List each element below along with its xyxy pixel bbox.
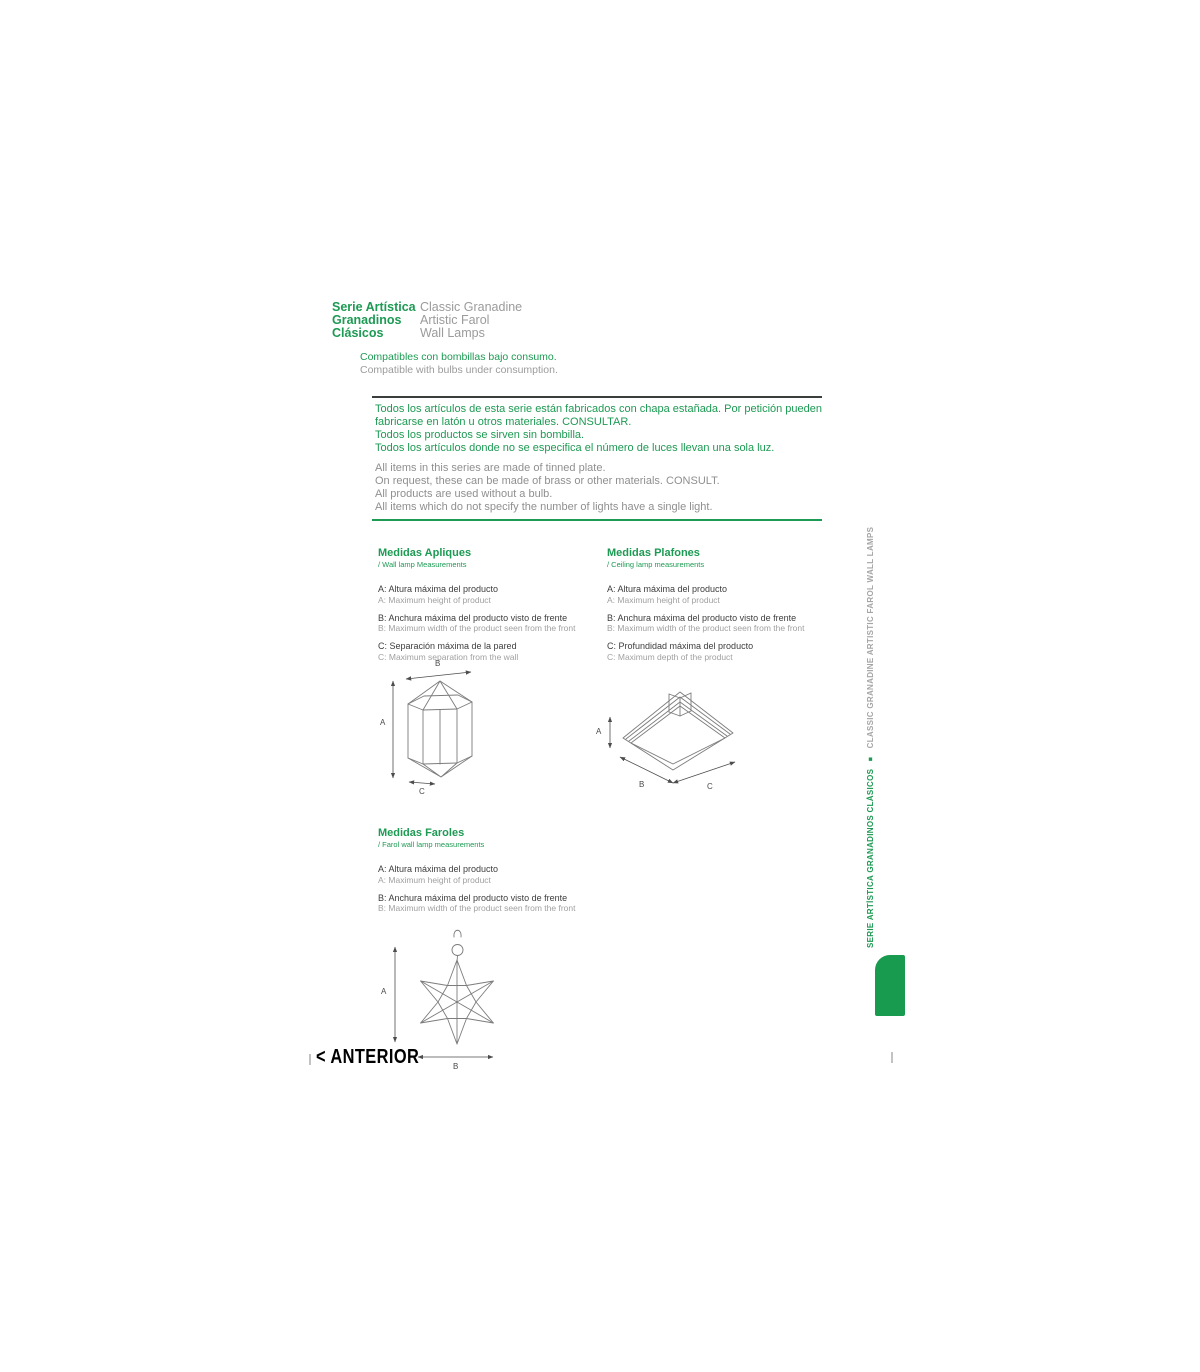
- measure-en: B: Maximum width of the product seen from the front: [378, 903, 576, 913]
- dim-label-c: C: [419, 787, 425, 796]
- dim-label-a: A: [596, 727, 602, 736]
- compatibility-note-english: Compatible with bulbs under consumption.: [360, 364, 558, 376]
- measure-item: [378, 864, 603, 885]
- measure-es: B: Anchura máxima del producto visto de frente: [607, 612, 797, 623]
- measure-en: B: Maximum width of the product seen from the front: [607, 623, 805, 633]
- section-title: Medidas Faroles: [378, 827, 465, 839]
- section-subtitle: / Farol wall lamp measurements: [378, 840, 485, 849]
- notice-line: Todos los artículos de esta serie están fabricados con chapa estañada. Por petición pueden fabricarse en latón u otros materiales. CONSULTAR.: [375, 403, 823, 428]
- measure-es: A: Altura máxima del producto: [378, 584, 499, 594]
- series-title-english: [420, 301, 522, 339]
- vertical-series-label-spanish: SERIE ARTÍSTICA GRANADINOS CLÁSICOS: [866, 768, 875, 948]
- measure-en: B: Maximum width of the product seen from the front: [378, 623, 576, 633]
- wall-lantern-drawing: [378, 658, 548, 806]
- measure-en: A: Maximum height of product: [378, 594, 491, 605]
- square-bullet-icon: ■: [867, 754, 874, 763]
- compatibility-note-spanish: Compatibles con bombillas bajo consumo.: [360, 351, 557, 363]
- top-divider: [372, 396, 822, 398]
- dim-label-c: C: [707, 782, 713, 791]
- section-wall-lamp-measurements: [378, 547, 603, 670]
- notice-english: [375, 462, 835, 514]
- bottom-divider: [372, 519, 822, 521]
- measure-es: C: Profundidad máxima del producto: [607, 641, 754, 651]
- series-title-line: Granadinos: [332, 312, 402, 327]
- measure-es: A: Altura máxima del producto: [378, 864, 499, 874]
- section-index-tab: [875, 955, 905, 1016]
- dim-label-b: B: [639, 780, 645, 789]
- dim-label-b: B: [453, 1062, 459, 1071]
- notice-spanish: [375, 403, 835, 455]
- series-title-line: Clásicos: [332, 325, 384, 340]
- measure-item: [378, 584, 603, 605]
- section-title: Medidas Plafones: [607, 547, 700, 559]
- series-title-line: Serie Artística: [332, 300, 416, 314]
- measure-item: [607, 641, 832, 662]
- measure-en: C: Maximum separation from the wall: [378, 651, 519, 662]
- measure-es: C: Separación máxima de la pared: [378, 641, 517, 651]
- ceiling-lamp-drawing: [595, 686, 750, 798]
- series-title-line: Wall Lamps: [420, 325, 485, 340]
- section-farol-measurements: [378, 827, 603, 921]
- notice-line: All items which do not specify the number of lights have a single light.: [375, 501, 713, 513]
- notice-line: Todos los artículos donde no se especifica el número de luces llevan una sola luz.: [375, 442, 775, 454]
- measure-es: A: Altura máxima del producto: [607, 584, 728, 594]
- vertical-series-label: [866, 526, 882, 948]
- section-subtitle: / Ceiling lamp measurements: [607, 560, 705, 569]
- measure-en: A: Maximum height of product: [607, 594, 720, 605]
- section-subtitle: / Wall lamp Measurements: [378, 560, 467, 569]
- wall-lantern-diagram: [378, 658, 548, 806]
- notice-line: Todos los productos se sirven sin bombilla.: [375, 429, 585, 441]
- vertical-series-label-english: CLASSIC GRANADINE ARTISTIC FAROL WALL LAMPS: [866, 526, 875, 749]
- measure-en: C: Maximum depth of the product: [607, 651, 733, 662]
- section-ceiling-lamp-measurements: [607, 547, 832, 670]
- ceiling-lamp-diagram: [595, 686, 750, 798]
- measure-es: B: Anchura máxima del producto visto de frente: [378, 892, 568, 903]
- previous-page-link[interactable]: < ANTERIOR: [316, 1046, 420, 1068]
- series-title-line: Classic Granadine: [420, 300, 523, 314]
- measure-item: [378, 893, 603, 914]
- notice-line: All items in this series are made of tinned plate.: [375, 462, 606, 474]
- crop-mark-right: [891, 1052, 893, 1063]
- dim-label-a: A: [381, 987, 387, 996]
- notice-line: On request, these can be made of brass or other materials. CONSULT.: [375, 475, 720, 487]
- series-title-spanish: [332, 301, 416, 339]
- notice-line: All products are used without a bulb.: [375, 488, 553, 500]
- series-title-line: Artistic Farol: [420, 312, 490, 327]
- measure-en: A: Maximum height of product: [378, 874, 491, 885]
- crop-mark-left: [309, 1054, 311, 1065]
- section-title: Medidas Apliques: [378, 547, 472, 559]
- dim-label-b: B: [435, 659, 441, 668]
- measure-item: [607, 613, 832, 634]
- measure-es: B: Anchura máxima del producto visto de frente: [378, 612, 568, 623]
- dim-label-a: A: [380, 718, 386, 727]
- measure-item: [378, 613, 603, 634]
- measure-item: [607, 584, 832, 605]
